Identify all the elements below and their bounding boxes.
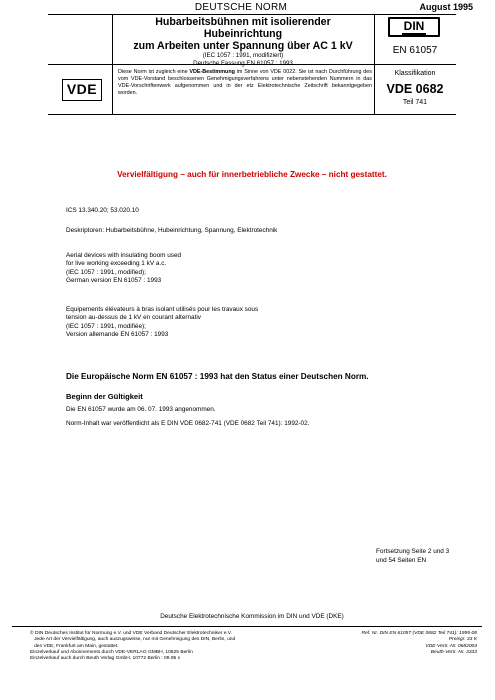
footer-right-line: Ref. Nr. DIN EN 61057 (VDE 0682 Teil 741): 1995-08 — [361, 631, 477, 636]
iec-reference: (IEC 1057 : 1991, modifiziert) — [202, 52, 284, 59]
vde-notice — [118, 69, 372, 97]
status-statement: Die Europäische Norm EN 61057 : 1993 hat den Status einer Deutschen Norm. — [66, 372, 369, 381]
validity-heading: Beginn der Gültigkeit — [66, 392, 143, 401]
french-title-line: Version allemande EN 61057 : 1993 — [66, 331, 169, 339]
teil-number: Teil 741 — [402, 99, 428, 106]
footer-left-line: © DIN Deutsches Institut für Normung e.V. und VDE Verband Deutscher Elektrotechniker e.V. — [30, 631, 232, 636]
footer-right-line: Preisgr. 33 K — [448, 637, 477, 643]
english-title — [66, 252, 181, 286]
copy-warning: Vervielfältigung – auch für innerbetriebliche Zwecke – nicht gestattet. — [117, 170, 387, 179]
klassifikation-label: Klassifikation — [394, 70, 436, 77]
validity-line-2: Norm-Inhalt war veröffentlicht als E DIN VDE 0682-741 (VDE 0682 Teil 741): 1992-02. — [66, 420, 310, 427]
footer-right-line: Beuth-Vertr.-Nr. 3333 — [430, 649, 477, 655]
header-column-divider-left — [112, 14, 113, 114]
french-title-line: (IEC 1057 : 1991, modifiée); — [66, 322, 146, 330]
german-version: Deutsche Fassung EN 61057 : 1993 — [193, 60, 293, 67]
publication-date: August 1995 — [419, 2, 473, 12]
din-logo — [388, 17, 440, 37]
continuation-line: Fortsetzung Seite 2 und 3 — [376, 548, 450, 555]
footer-left-line: Jede Art der Vervielfältigung, auch auszugsweise, nur mit Genehmigung des DIN, Berlin, und — [30, 637, 236, 643]
footer-copyright — [30, 631, 235, 662]
series-label: DEUTSCHE NORM — [194, 2, 288, 13]
header-divider-bottom — [48, 114, 456, 115]
french-title — [66, 306, 258, 340]
french-title-line: Equipements élévateurs à bras isolant utilisés pour les travaux sous — [66, 306, 259, 313]
validity-line-1: Die EN 61057 wurde am 06. 07. 1993 angenommen. — [66, 406, 216, 413]
committee-name: Deutsche Elektrotechnische Kommission im DIN und VDE (DKE) — [160, 613, 344, 620]
footer-left-line: Einzelverkauf auch durch Beuth Verlag GmbH, 10772 Berlin : 08.95 s — [30, 656, 181, 662]
english-title-line: Aerial devices with insulating boom used — [66, 252, 182, 259]
vde-logo: VDE — [62, 79, 102, 101]
continuation-note — [376, 547, 449, 565]
en-number: EN 61057 — [392, 45, 438, 56]
header-divider-top — [48, 14, 456, 15]
notice-text-start: Diese Norm ist zugleich eine — [118, 69, 190, 75]
continuation-line: und 54 Seiten EN — [376, 557, 427, 564]
din-logo-text: DIN — [403, 19, 425, 33]
footer-left-line: des VDE, Frankfurt am Main, gestattet. — [30, 643, 119, 649]
notice-text-end: im Sinne von VDE 0022. Sie ist nach Durchführung des vom VDE-Vorstand beschlossenen Genehmigungsverfahrens unter nebenstehenden Nummern in das VDE-Vorschriftenwerk aufgenommen und in der etz Elektrotechnische Zeitschrift bekanntgegeben worden. — [118, 69, 372, 96]
english-title-line: for live working exceeding 1 kV a.c. — [66, 260, 167, 268]
title-block — [115, 16, 371, 68]
footer-divider — [12, 626, 482, 627]
ics-code: ICS 13.340.20; 53.020.10 — [66, 207, 139, 214]
french-title-line: tension au-dessus de 1 kV en courant alternativ — [66, 314, 201, 322]
notice-text-bold: VDE-Bestimmung — [189, 69, 235, 75]
footer-left-line: Einzelverkauf und Abonnements durch VDE-VERLAG GMBH, 10625 Berlin — [30, 649, 193, 655]
english-title-line: German version EN 61057 : 1993 — [66, 277, 162, 285]
english-title-line: (IEC 1057 : 1991, modified); — [66, 268, 146, 276]
title-line-1: Hubarbeitsbühnen mit isolierender Hubeinrichtung — [155, 16, 331, 40]
footer-reference — [362, 631, 477, 656]
vde-number: VDE 0682 — [386, 82, 444, 96]
footer-right-line: VDE-Vertr.-Nr. 0682004 — [425, 643, 477, 649]
header-column-divider-right — [374, 14, 375, 114]
descriptors: Deskriptoren: Hubarbeitsbühne, Hubeinrichtung, Spannung, Elektrotechnik — [66, 227, 278, 234]
title-line-2: zum Arbeiten unter Spannung über AC 1 kV — [133, 40, 353, 52]
